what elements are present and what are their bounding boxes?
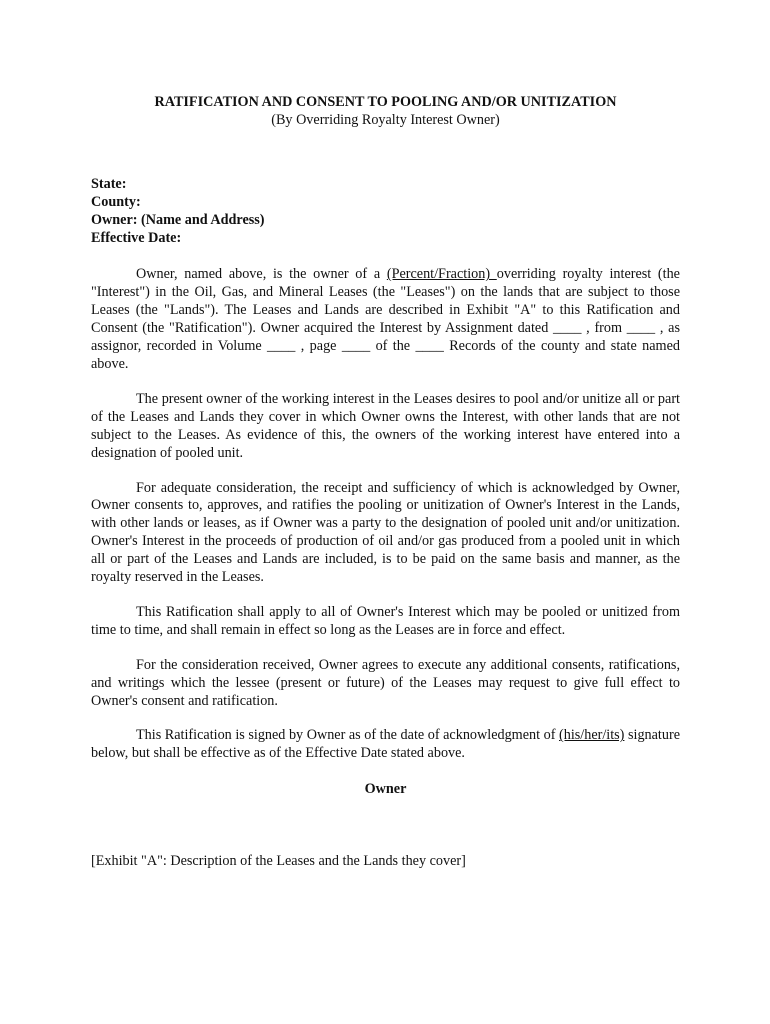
paragraph-ownership-text-end: overriding royalty interest (the "Interest") in the Oil, Gas, and Mineral Leases (the "Leases") on the lands that are subject to those Leases (the "Lands"). The Leases and Lands are described in Exhibit "A" to this Ratification and Consent (the "Ratification"). Owner acquired the Interest by Assignment dated ____ , from ____ , as assignor, recorded in Volume ____ , page ____ of the ____ Records of the county and state named above. — [91, 266, 680, 372]
state-field-label: State: — [91, 175, 127, 192]
paragraph-scope: This Ratification shall apply to all of Owner's Interest which may be pooled or unitized from time to time, and shall remain in effect so long as the Leases are in force and effect. — [91, 603, 680, 638]
paragraph-ownership-text-start: Owner, named above, is the owner of a — [136, 266, 387, 283]
paragraph-consent: For adequate consideration, the receipt and sufficiency of which is acknowledged by Owner, Owner consents to, approves, and ratifies the pooling or unitization of Owner's Interest in the Lands, with other lands or leases, as if Owner was a party to the designation of pooled unit and/or unitization. Owner's Interest in the proceeds of production of oil and/or gas produced from a pooled unit in which all or part of the Leases and Lands are included, is to be paid on the same basis and manner, as the royalty reserved in the Leases. — [91, 479, 680, 586]
paragraph-pooling-desire: The present owner of the working interest in the Leases desires to pool and/or unitize all or part of the Leases and Lands they cover in which Owner owns the Interest, with other lands that are not subject to the Leases. As evidence of this, the owners of the working interest have entered into a designation of pooled unit. — [91, 390, 680, 461]
owner-signature-label: Owner — [364, 781, 407, 798]
paragraph-signature-text-start: This Ratification is signed by Owner as of the date of acknowledgment of — [136, 727, 559, 744]
paragraph-signature-text-end: signature below, but shall be effective as of the Effective Date stated above. — [91, 727, 680, 762]
paragraph-ownership — [91, 266, 680, 373]
paragraph-further-assurances: For the consideration received, Owner agrees to execute any additional consents, ratifications, and writings which the lessee (present or future) of the Leases may request to give full effect to Owner's consent and ratification. — [91, 656, 680, 709]
document-title: RATIFICATION AND CONSENT TO POOLING AND/OR UNITIZATION — [154, 94, 617, 110]
percent-fraction-blank: (Percent/Fraction) — [386, 266, 497, 283]
header-fields — [91, 176, 680, 248]
effective-date-field-label: Effective Date: — [91, 229, 182, 246]
owner-field-label: Owner: (Name and Address) — [91, 211, 265, 228]
exhibit-a-reference: [Exhibit "A": Description of the Leases and the Lands they cover] — [91, 853, 466, 870]
document-subtitle: (By Overriding Royalty Interest Owner) — [271, 111, 500, 128]
paragraph-signature — [91, 727, 680, 763]
document-body — [91, 94, 680, 871]
his-her-its-blank: (his/her/its) — [559, 727, 625, 744]
county-field-label: County: — [91, 193, 141, 210]
